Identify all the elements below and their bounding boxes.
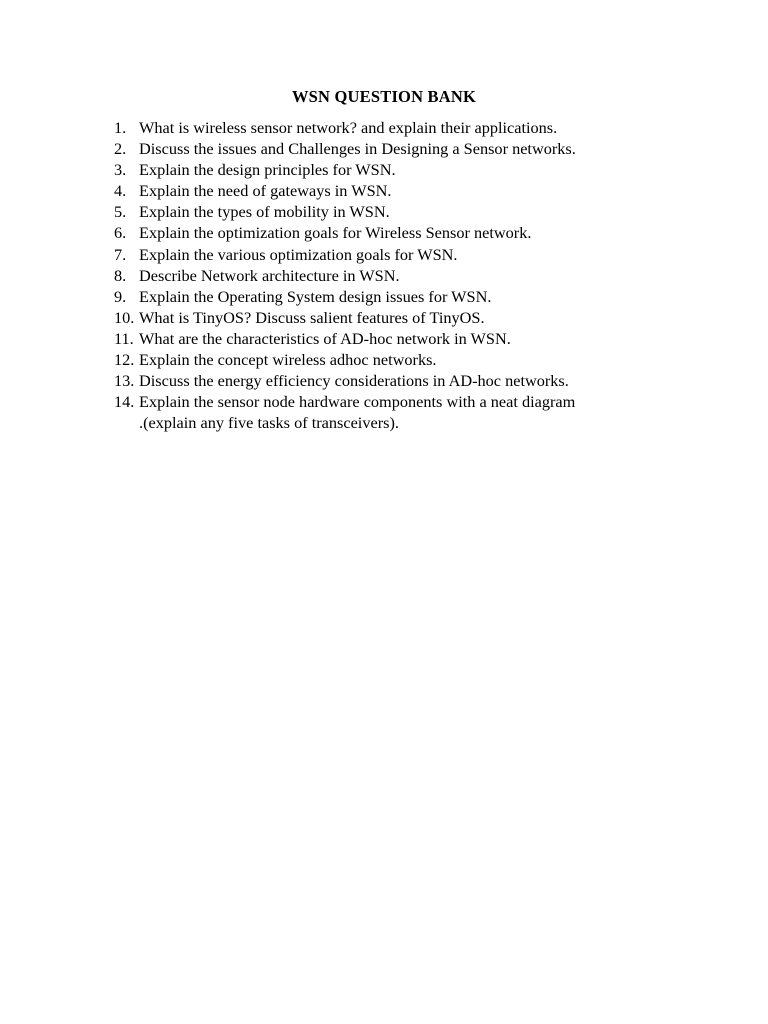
question-number: 8.: [114, 265, 127, 285]
question-number: 6.: [114, 223, 127, 243]
question-text: Explain the concept wireless adhoc networks.: [139, 350, 437, 370]
question-number: 5.: [114, 202, 127, 222]
question-body: [139, 265, 400, 286]
question-text: Discuss the issues and Challenges in Designing a Sensor networks.: [139, 139, 576, 159]
question-item: [114, 370, 576, 391]
question-text: Describe Network architecture in WSN.: [139, 265, 400, 285]
question-number: 11.: [114, 328, 134, 348]
question-body: [139, 222, 531, 243]
question-item: [114, 391, 576, 433]
question-number: 13.: [114, 371, 135, 391]
question-body: [139, 159, 396, 180]
question-item: [114, 159, 576, 180]
question-number: 14.: [114, 392, 135, 412]
question-text: Explain the sensor node hardware components with a neat diagram: [139, 392, 576, 412]
question-item: [114, 265, 576, 286]
question-number: 2.: [114, 139, 127, 159]
question-number: 3.: [114, 160, 127, 180]
question-list: [114, 117, 576, 433]
question-body: [139, 138, 576, 159]
question-body: [139, 180, 391, 201]
question-text: Explain the various optimization goals for WSN.: [139, 244, 458, 264]
question-text: What are the characteristics of AD-hoc network in WSN.: [139, 328, 511, 348]
question-body: [139, 117, 557, 138]
question-text: Explain the need of gateways in WSN.: [139, 181, 392, 201]
question-number: 12.: [114, 350, 135, 370]
question-item: [114, 244, 576, 265]
question-item: [114, 307, 576, 328]
question-item: [114, 201, 576, 222]
question-body: [139, 349, 437, 370]
question-item: [114, 222, 576, 243]
question-text: Explain the design principles for WSN.: [139, 160, 396, 180]
question-item: [114, 138, 576, 159]
question-item: [114, 349, 576, 370]
question-item: [114, 286, 576, 307]
question-body: [139, 391, 575, 433]
question-number: 9.: [114, 286, 127, 306]
question-item: [114, 328, 576, 349]
question-number: 10.: [114, 307, 135, 327]
question-text: Explain the Operating System design issues for WSN.: [139, 286, 492, 306]
question-body: [139, 307, 485, 328]
question-item: [114, 180, 576, 201]
question-body: [139, 286, 491, 307]
question-body: [139, 328, 511, 349]
question-text: Explain the types of mobility in WSN.: [139, 202, 390, 222]
question-text: What is wireless sensor network? and explain their applications.: [139, 118, 558, 137]
question-number: 7.: [114, 244, 127, 264]
question-text-continuation: .(explain any five tasks of transceivers).: [139, 413, 399, 433]
question-body: [139, 370, 569, 391]
page-title: WSN QUESTION BANK: [291, 87, 477, 106]
question-body: [139, 244, 458, 265]
question-number: 4.: [114, 181, 127, 201]
question-text: What is TinyOS? Discuss salient features of TinyOS.: [139, 307, 485, 327]
question-text: Discuss the energy efficiency considerations in AD-hoc networks.: [139, 371, 569, 391]
question-text: Explain the optimization goals for Wireless Sensor network.: [139, 223, 532, 243]
question-number: 1.: [114, 118, 127, 137]
question-body: [139, 201, 390, 222]
question-item: [114, 117, 576, 138]
